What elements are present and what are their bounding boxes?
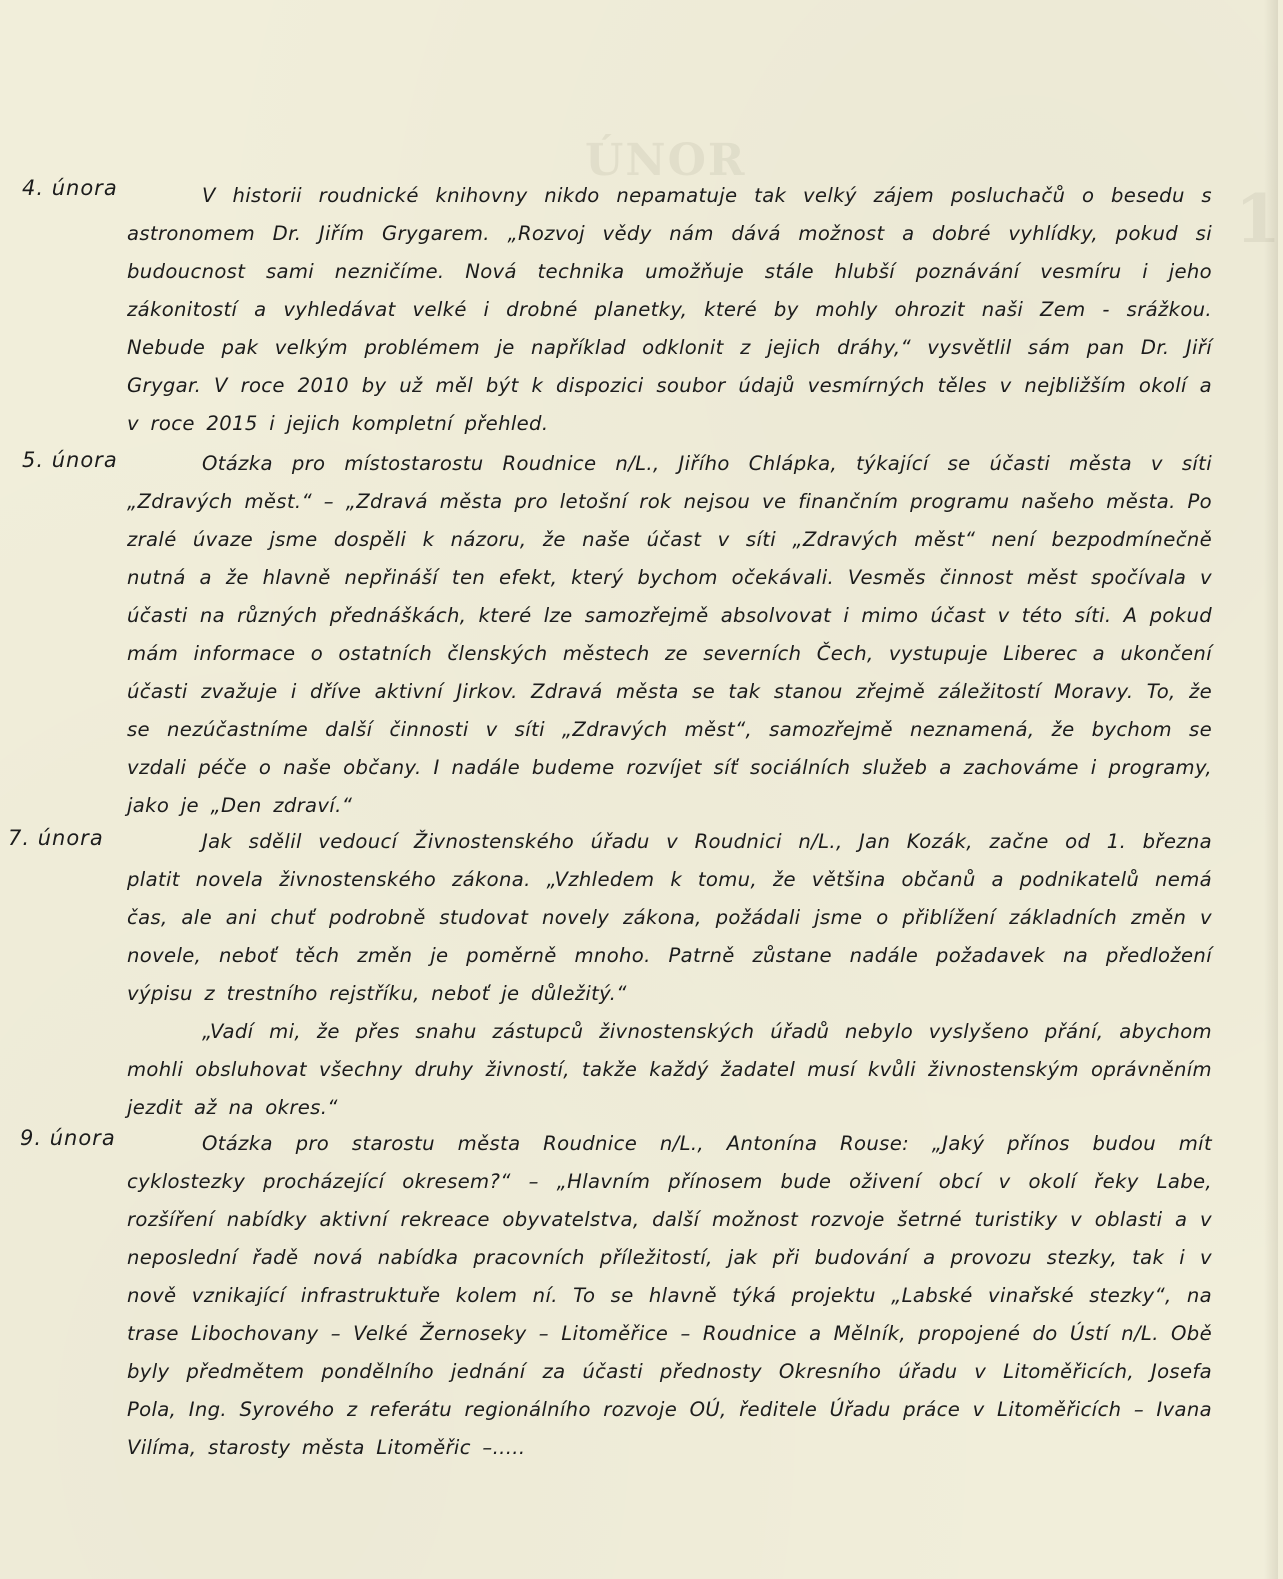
- entry-text: [127, 1125, 1212, 1467]
- entry-paragraph: Jak sdělil vedoucí Živnostenského úřadu v Roudnici n/L., Jan Kozák, začne od 1. března platit novela živnostenského zákona. „Vzhledem k tomu, že většina občanů a podnikatelů nemá čas, ale ani chuť podrobně studovat novely zákona, požádali jsme o přiblížení základních změn v novele, neboť těch změn je poměrně mnoho. Patrně zůstane nadále požadavek na předložení výpisu z trestního rejstříku, neboť je důležitý.“: [127, 830, 1212, 1005]
- bleed-through-heading: ÚNOR: [585, 135, 747, 186]
- entry-date: 7. února: [8, 826, 104, 850]
- entry-paragraph: Otázka pro místostarostu Roudnice n/L., Jiřího Chlápka, týkající se účasti města v síti „Zdravých měst.“ – „Zdravá města pro letošní rok nejsou ve finančním programu našeho města. Po zralé úvaze jsme dospěli k názoru, že naše účast v síti „Zdravých měst“ není bezpodmínečně nutná a že hlavně nepřináší ten efekt, který bychom očekávali. Vesměs činnost měst spočívala v účasti na různých přednáškách, které lze samozřejmě absolvovat i mimo účast v této síti. A pokud mám informace o ostatních členských městech ze severních Čech, vystupuje Liberec a ukončení účasti zvažuje i dříve aktivní Jirkov. Zdravá města se tak stanou zřejmě záležitostí Moravy. To, že se nezúčastníme další činnosti v síti „Zdravých měst“, samozřejmě neznamená, že bychom se vzdali péče o naše občany. I nadále budeme rozvíjet síť sociálních služeb a zachováme i programy, jako je „Den zdraví.“: [127, 452, 1212, 817]
- entry-date: 4. února: [22, 176, 118, 200]
- entry-date: 9. února: [20, 1126, 116, 1150]
- entry-paragraph: „Vadí mi, že přes snahu zástupců živnostenských úřadů nebylo vyslyšeno přání, abychom mohli obsluhovat všechny druhy živností, takže každý žadatel musí kvůli živnostenským oprávněním jezdit až na okres.“: [127, 1020, 1212, 1119]
- entry-paragraph: Otázka pro starostu města Roudnice n/L., Antonína Rouse: „Jaký přínos budou mít cyklostezky procházející okresem?“ – „Hlavním přínosem bude oživení obcí v okolí řeky Labe, rozšíření nabídky aktivní rekreace obyvatelstva, další možnost rozvoje šetrné turistiky v oblasti a v neposlední řadě nová nabídka pracovních příležitostí, jak při budování a provozu stezky, tak i v nově vznikající infrastruktuře kolem ní. To se hlavně týká projektu „Labské vinařské stezky“, na trase Libochovany – Velké Žernoseky – Litoměřice – Roudnice a Mělník, propojené do Ústí n/L. Obě byly předmětem pondělního jednání za účasti přednosty Okresního úřadu v Litoměřicích, Josefa Pola, Ing. Syrového z referátu regionálního rozvoje OÚ, ředitele Úřadu práce v Litoměřicích – Ivana Vilíma, starosty města Litoměřic –.....: [127, 1132, 1212, 1459]
- entry-text: [127, 445, 1212, 825]
- entry-date: 5. února: [22, 448, 118, 472]
- entry-paragraph: V historii roudnické knihovny nikdo nepamatuje tak velký zájem posluchačů o besedu s astronomem Dr. Jiřím Grygarem. „Rozvoj vědy nám dává možnost a dobré vyhlídky, pokud si budoucnost sami nezničíme. Nová technika umožňuje stále hlubší poznávání vesmíru i jeho zákonitostí a vyhledávat velké i drobné planetky, které by mohly ohrozit naši Zem - srážkou. Nebude pak velkým problémem je například odklonit z jejich dráhy,“ vysvětlil sám pan Dr. Jiří Grygar. V roce 2010 by už měl být k dispozici soubor údajů vesmírných těles v nejbližším okolí a v roce 2015 i jejich kompletní přehled.: [127, 184, 1212, 435]
- bleed-through-mark: 1: [1235, 180, 1283, 258]
- page-edge-shadow: [1264, 0, 1278, 1579]
- entry-text: [127, 177, 1212, 443]
- entry-text: [127, 823, 1212, 1127]
